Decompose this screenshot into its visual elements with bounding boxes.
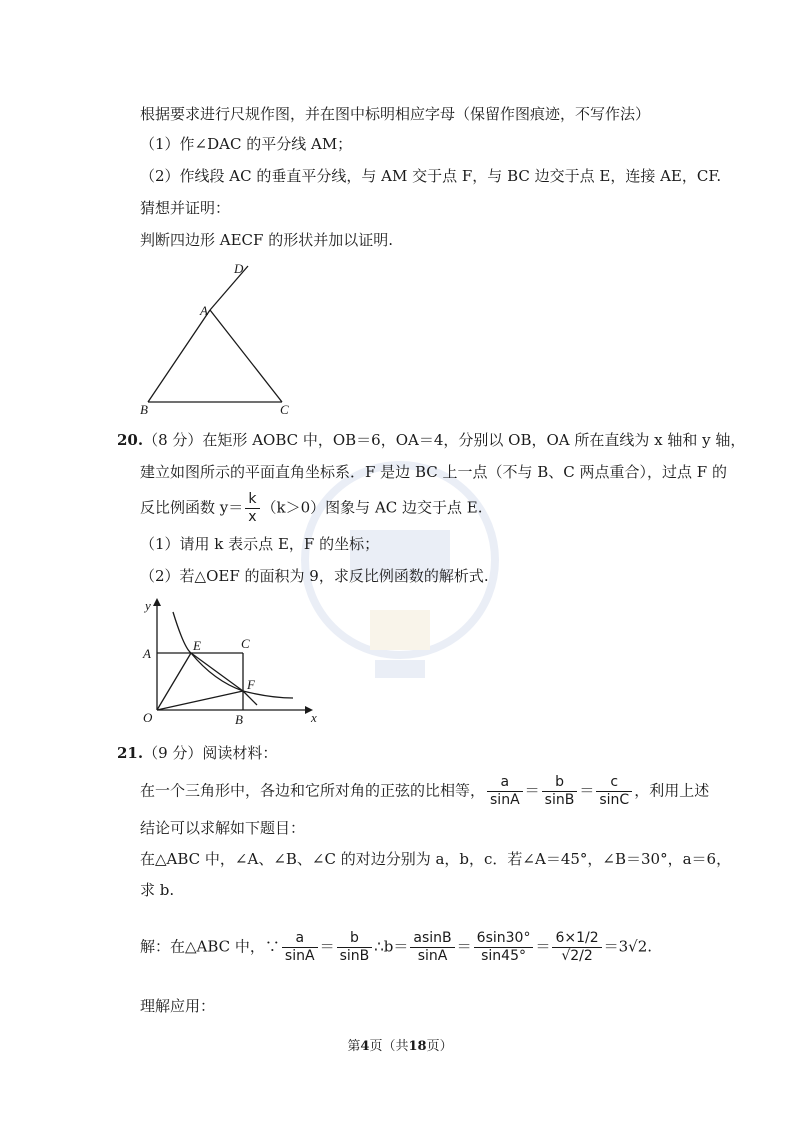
q19-part2: （2）作线段 AC 的垂直平分线，与 AM 交于点 F，与 BC 边交于点 E，连接 AE，CF.	[140, 167, 722, 185]
footer-page-number: 4	[360, 1039, 370, 1054]
label-A: A	[200, 303, 208, 318]
label-C: C	[241, 636, 250, 651]
solution-prefix: 解：在△ABC 中，∵	[140, 937, 280, 956]
sol-frac-3	[410, 930, 454, 965]
q20-k-over-x	[245, 491, 259, 526]
q19-triangle-figure	[130, 258, 310, 418]
q21-line1	[140, 774, 709, 809]
frac-denominator: sinA	[284, 948, 315, 964]
q19-intro: 根据要求进行尺规作图，并在图中标明相应字母（保留作图痕迹，不写作法）	[140, 105, 651, 123]
q20-part2: （2）若△OEF 的面积为 9，求反比例函数的解析式.	[140, 567, 489, 585]
axis-label-x: x	[311, 710, 317, 725]
q21-header	[117, 743, 277, 763]
sol-frac-5	[552, 930, 601, 965]
q21-line1-post: ，利用上述	[634, 781, 710, 800]
q20-header	[117, 430, 745, 450]
frac-denominator: x	[248, 509, 257, 525]
law-frac-a	[487, 774, 523, 809]
q20-line2: 建立如图所示的平面直角坐标系．F 是边 BC 上一点（不与 B、C 两点重合），过点 F 的	[140, 463, 727, 481]
sol-frac-4	[474, 930, 534, 965]
q20-number: 20.	[117, 431, 144, 449]
frac-numerator: asinB	[410, 930, 454, 948]
frac-denominator: sin45°	[481, 948, 526, 964]
label-B: B	[235, 712, 243, 727]
q20-line3-post: （k＞0）图象与 AC 边交于点 E.	[261, 498, 483, 517]
frac-numerator: a	[282, 930, 318, 948]
equals-sign: ＝	[524, 781, 540, 800]
equals-sign: ＝	[535, 937, 551, 956]
footer-prefix: 第	[347, 1039, 361, 1054]
label-D: D	[234, 261, 244, 276]
frac-denominator: √2/2	[561, 948, 593, 964]
frac-denominator: sinC	[599, 792, 630, 808]
q21-line3: 在△ABC 中，∠A、∠B、∠C 的对边分别为 a，b，c．若∠A＝45°，∠B＝30°，a＝6，	[140, 850, 732, 868]
frac-numerator: b	[337, 930, 373, 948]
footer-suffix: 页）	[426, 1039, 453, 1054]
q20-line3-pre: 反比例函数 y＝	[140, 498, 244, 517]
equals-sign: ＝	[319, 937, 335, 956]
frac-denominator: sinA	[490, 792, 520, 808]
label-B: B	[140, 402, 148, 417]
frac-denominator: sinB	[544, 792, 575, 808]
frac-numerator: 6sin30°	[474, 930, 534, 948]
sol-frac-1	[282, 930, 318, 965]
q21-number: 21.	[117, 744, 144, 762]
frac-numerator: a	[487, 774, 523, 792]
equals-sign: ＝	[579, 781, 595, 800]
q19-judge: 判断四边形 AECF 的形状并加以证明.	[140, 231, 393, 249]
q21-line2: 结论可以求解如下题目：	[140, 819, 306, 837]
q19-part1: （1）作∠DAC 的平分线 AM；	[140, 135, 353, 153]
footer-total-pages: 18	[408, 1039, 427, 1054]
label-E: E	[193, 638, 201, 653]
frac-numerator: b	[542, 774, 578, 792]
frac-numerator: c	[596, 774, 632, 792]
label-O: O	[143, 710, 153, 725]
q20-coordinate-figure	[135, 590, 335, 730]
q21-score: （9 分）	[143, 744, 203, 762]
page-footer	[0, 1035, 800, 1054]
law-frac-c	[596, 774, 632, 809]
solution-result: ＝3√2.	[603, 937, 653, 956]
frac-denominator: sinA	[417, 948, 448, 964]
q20-line1: 在矩形 AOBC 中，OB＝6，OA＝4，分别以 OB，OA 所在直线为 x 轴和 y 轴，	[202, 431, 746, 449]
q21-title: 阅读材料：	[202, 744, 278, 762]
label-F: F	[247, 677, 255, 692]
sol-frac-2	[337, 930, 373, 965]
frac-denominator: sinB	[339, 948, 370, 964]
q21-solution	[140, 930, 652, 965]
frac-numerator: k	[245, 491, 259, 509]
label-C: C	[280, 402, 289, 417]
q21-apply: 理解应用：	[140, 997, 216, 1015]
therefore-b: ∴b＝	[374, 937, 409, 956]
q21-line4: 求 b.	[140, 881, 175, 899]
footer-mid: 页（共	[369, 1039, 409, 1054]
equals-sign: ＝	[456, 937, 472, 956]
q20-part1: （1）请用 k 表示点 E，F 的坐标；	[140, 535, 380, 553]
frac-numerator: 6×1/2	[552, 930, 601, 948]
q20-score: （8 分）	[143, 431, 203, 449]
q19-guess: 猜想并证明：	[140, 199, 231, 217]
q21-line1-pre: 在一个三角形中，各边和它所对角的正弦的比相等，	[140, 781, 486, 800]
q20-line3	[140, 491, 483, 526]
axis-label-y: y	[145, 598, 151, 613]
law-frac-b	[542, 774, 578, 809]
label-A: A	[143, 646, 151, 661]
